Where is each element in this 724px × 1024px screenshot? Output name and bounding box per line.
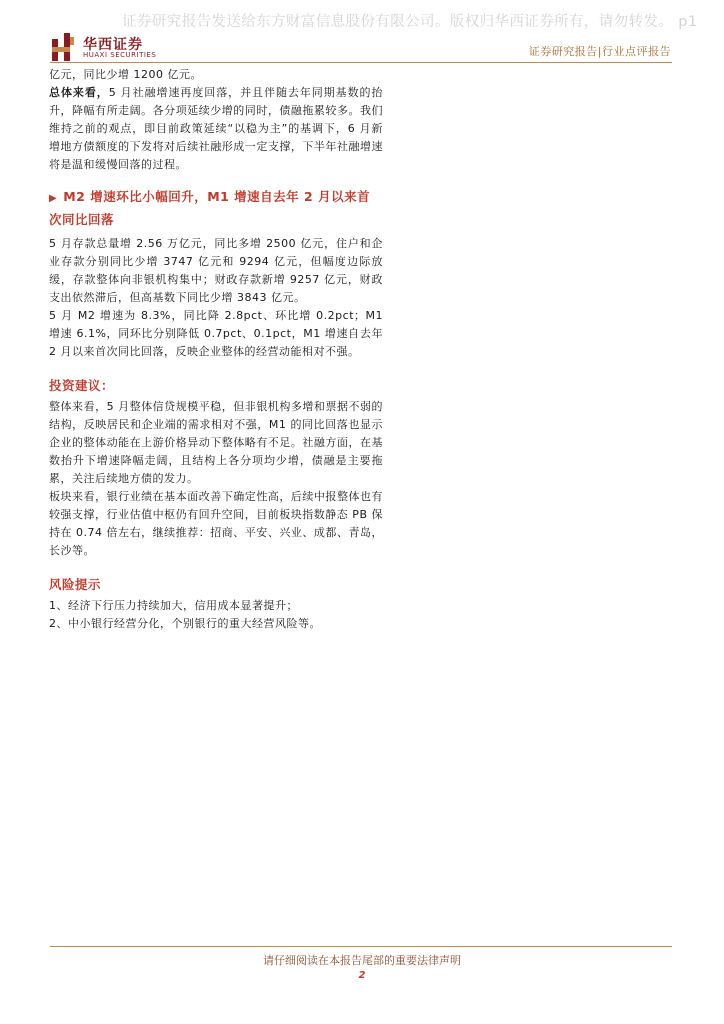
section-heading-investment: 投资建议： [49, 378, 115, 393]
paragraph-text: 5 月社融增速再度回落，并且伴随去年同期基数的抬升，降幅有所走阔。各分项延续少增的同时，债融拖累较多。我们维持之前的观点，即目前政策延续“以稳为主”的基调下，6 月新增地方债额度的下发将对后续社融形成一定支撑，下半年社融增速将是温和缓慢回落的过程。 [49, 86, 384, 171]
logo-name-cn: 华西证券 [83, 37, 143, 53]
logo-name-en: HUAXI SECURITIES [83, 51, 157, 59]
paragraph: 板块来看，银行业绩在基本面改善下确定性高，后续中报整体也有较强支撑，行业估值中枢仍有回升空间，目前板块指数静态 PB 保持在 0.74 倍左右，继续推荐：招商、平安、兴业、成都、青岛，长沙等。 [49, 490, 383, 557]
paragraph [49, 84, 383, 174]
copyright-watermark: 证券研究报告发送给东方财富信息股份有限公司。版权归华西证券所有，请勿转发。 p1 [122, 14, 698, 30]
lead-text: 总体来看， [49, 86, 109, 99]
section-title: M2 增速环比小幅回升，M1 增速自去年 2 月以来首次同比回落 [49, 189, 371, 227]
triangle-bullet-icon: ▶ [49, 193, 58, 204]
list-item: 1、经济下行压力持续加大，信用成本显著提升； [49, 599, 298, 612]
paragraph: 亿元，同比少增 1200 亿元。 [49, 68, 202, 81]
report-body [49, 66, 383, 633]
list-item: 2、中小银行经营分化，个别银行的重大经营风险等。 [49, 617, 321, 630]
section-heading-m2 [49, 186, 383, 230]
company-logo [50, 33, 190, 63]
legal-notice: 请仔细阅读在本报告尾部的重要法律声明 [263, 954, 461, 967]
header-divider [50, 62, 672, 63]
page-number: 2 [358, 970, 366, 981]
paragraph: 5 月存款总量增 2.56 万亿元，同比多增 2500 亿元，住户和企业存款分别同比少增 3747 亿元和 9294 亿元，但幅度边际放缓，存款整体向非银机构集中；财政存款新增 9257 亿元，财政支出依然滞后，但高基数下同比少增 3843 亿元。 [49, 237, 383, 304]
paragraph: 整体来看，5 月整体信贷规模平稳，但非银机构多增和票据不弱的结构，反映居民和企业端的需求相对不强，M1 的同比回落也显示企业的整体动能在上游价格异动下整体略有不足。社融方面，在基数抬升下增速降幅走阔，且结构上各分项均少增，债融是主要拖累，关注后续地方债的发力。 [49, 400, 383, 485]
report-type-label: 证券研究报告|行业点评报告 [528, 45, 671, 58]
paragraph: 5 月 M2 增速为 8.3%，同比降 2.8pct、环比增 0.2pct；M1 增速 6.1%，同环比分别降低 0.7pct、0.1pct，M1 增速自去年 2 月以来首次同比回落，反映企业整体的经营动能相对不强。 [49, 309, 383, 358]
huaxi-logo-icon [50, 33, 76, 61]
section-heading-risk: 风险提示 [49, 577, 102, 592]
footer-divider [50, 946, 672, 947]
